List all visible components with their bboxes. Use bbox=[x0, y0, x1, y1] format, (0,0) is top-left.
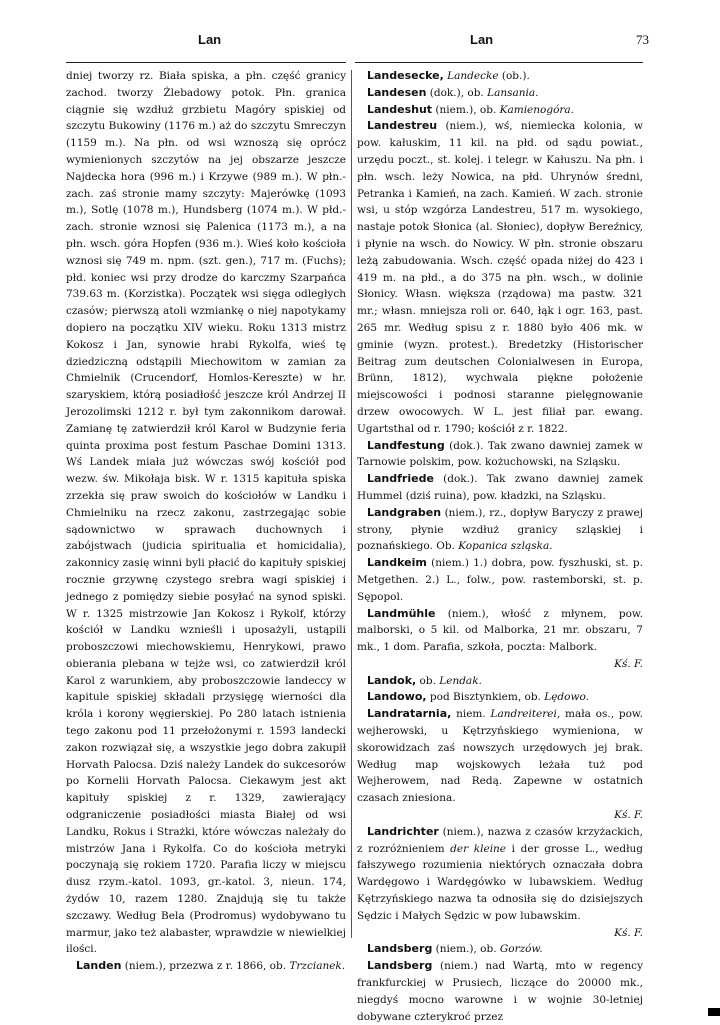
right-column bbox=[357, 68, 643, 1025]
entry-body: (dok.). Tak zwano dawniej zamek w Tarnowie polskim, pow. kożuchowski, na Szląsku. bbox=[357, 439, 643, 469]
entry-landkeim bbox=[357, 555, 643, 605]
entry-body: (niem.), wś, niemiecka kolonia, w pow. kałuskim, 11 kil. na płd. od sądu powiat., urzędu poczt., st. kolej. i telegr. w Kałuszu. Na płn. i płn. wsch. leży Nowica, na płd. Uhrynów średni, Petranka i Kamień, na zach. Kamień. W zach. stronie wsi, u stóp wzgórza Landestreu, 517 m. wysokiego, nastaje potok Słonica (al. Słoniec), dopływ Bereźnicy, i płynie na wsch. do Nowicy. W płn. stronie obszaru leżą zabudowania. Wsch. część opada niżej do 423 i 419 m. na płd., a do 375 na płn. wsch., w dolinie Słonicy. Własn. większa (rządowa) ma pastw. 321 mr.; własn. mniejsza roli or. 640, łąk i ogr. 163, past. 265 mr. Według spisu z r. 1880 było 406 mk. w gminie (wyzn. protest.). Bredetzky (Historischer Beitrag zum deutschen Colonialwesen in Europa, Brünn, 1812), wychwala piękne położenie miejscowości i podnosi staranne pielęgnowanie drzew owocowych. W L. jest filiał par. ewang. Ugartsthal od r. 1790; kościół z r. 1822. bbox=[357, 120, 643, 435]
entry-crossref: der kleine bbox=[450, 842, 507, 855]
entry-body: (niem.), przezwa z r. 1866, ob. bbox=[121, 960, 290, 973]
entry-landesecke bbox=[357, 68, 643, 85]
entry-body: (niem.) 1.) dobra, pow. fyszhuski, st. p. Metgethen. 2.) L., folw., pow. rastemborski, st. p. Sępopol. bbox=[357, 557, 643, 603]
entry-crossref: Landreiterei, bbox=[490, 708, 561, 721]
entry-landok bbox=[357, 673, 643, 690]
right-running-title: Lan bbox=[470, 32, 494, 47]
entry-landen bbox=[66, 958, 346, 975]
entry-landsberg bbox=[357, 941, 643, 958]
author-signature: Kś. F. bbox=[614, 809, 643, 822]
author-signature: Kś. F. bbox=[614, 926, 643, 939]
left-header-rule bbox=[66, 62, 346, 63]
page-number: 73 bbox=[636, 32, 649, 47]
entry-body: (niem.) nad Wartą, mto w regency frankfurckiej w Prusiech, liczące do 20000 mk., niegdyś mocno warowne i w wojnie 30-letniej dobywane czterykroć przez bbox=[357, 960, 643, 1023]
entry-crossref: Lansania. bbox=[487, 86, 539, 99]
entry-body: (niem.), rz., dopływ Baryczy z prawej strony, płynie wzdłuż granicy szląskiej i poznańskiego. Ob. bbox=[357, 506, 643, 553]
entry-headword: Landkeim bbox=[367, 556, 427, 570]
entry-headword: Landesen bbox=[367, 85, 427, 99]
entry-body: mała os., pow. wejherowski, u Kętrzyńskiego wymieniona, w skorowidzach zaś nowszych urzędowych jej brak. Według map wojskowych leżała tuż pod Wejherowem, nad Redą. Zapewne w ostatnich czasach zniesiona. bbox=[357, 708, 643, 805]
entry-headword: Landratarnia, bbox=[367, 707, 452, 721]
entry-body: (dok.), ob. bbox=[426, 86, 488, 99]
entry-crossref: Lendak. bbox=[439, 674, 482, 687]
entry-body: dniej tworzy rz. Biała spiska, a płn. część granicy zachod. tworzy Żlebadowy potok. Płn. granica ciągnie się wzdłuż grzbietu Magóry spiskiej od szczytu Bukowiny (1176 m.) aż do szczytu Smreczyn (1159 m.). Na płn. od wsi wznoszą się oprócz wymienionych szczytów na jej obszarze jeszcze Najdecka hora (996 m.) i Krzywe (989 m.). W płn.-zach. zaś stronie mamy szczyty: Majerówkę (1093 m.), Sotlę (1078 m.), Hundsberg (1074 m.). W płd.-zach. stronie wznosi się Palenica (1173 m.), a na płn. wsch. góra Hopfen (936 m.). Wieś koło kościoła wznosi się 749 m. npm. (szt. gen.), 717 m. (Fuchs); płd. koniec wsi przy drodze do karczmy Szarpańca 739.63 m. (Korzistka). Początek wsi sięga odległych czasów; pierwszą atoli wzmiankę o niej napotykamy dopiero na początku XIV wieku. Roku 1313 mistrz Kokosz i Jan, synowie hrabi Rykolfa, wieś tę dziedziczną odstąpili Miechowitom w zamian za Chmielnik (Crucendorf, Homlos-Kereszte) w hr. szaryskiem, którą posiadłość jeszcze król Andrzej II Jerozolimski 1212 r. był tym zakonnikom darował. Zamianę tę zatwierdził król Karol w Budzynie feria quinta proxima post festum Paschae Domini 1313. Wś Landek miała już wówczas swój kościół pod wezw. św. Mikołaja bisk. W r. 1315 kapituła spiska zrzekła się praw swoich do kościołów w Landku i Chmielniku na rzecz zakonu, zastrzegając sobie sądownictwo w sprawach duchownych i zabójstwach (judicia spiritualia et homicidalia), zakonnicy zasię winni byli płacić do kapituły spiskiej rocznie grzywnę czystego srebra wagi spiskiej i jednego z pomiędzy siebie posyłać na synod spiski. W r. 1325 mistrzowie Jan Kokosz i Rykolf, którzy kościół w Landku wznieśli i uposażyli, ustąpili proboszczowi miechowskiemu, Henrykowi, prawo obierania plebana w tejże wsi, co zatwierdził król Karol z warunkiem, aby proboszczowie landeccy w kapitule spiskiej składali przysięgę wierności dla króla i korony węgierskiej. Po 280 latach istnienia tego zakonu pod 11 przełożonymi r. 1593 landecki zakon rozwiązał się, a wszystkie jego dobra zakupił Horvath Palocsa. Dziś należy Landek do sukcesorów po Kornelii Horvath Palocsa. Ciekawym jest akt kapituły spiskiej z r. 1329, zawierający odgraniczenie posiadłości miasta Białej od wsi Landku, Rokus i Strażki, które wówczas należały do mistrzów Jana i Rykolfa. Co do kościoła metrykі poczynają się rokiem 1720. Parafia liczy w miejscu dusz rzym.-katol. 1093, gr.-katol. 3, nieun. 174, żydów 10, razem 1280. Znajdują się tu także szczawy. Według Bela (Prodromus) wydobywano tu marmur, jako też alabaster, wprawdzie w niewielkiej ilości. bbox=[66, 70, 346, 956]
entry-landsberg bbox=[357, 958, 643, 1025]
entry-body: (dok.). Tak zwano dawniej zamek Hummel (dziś ruina), pow. kładzki, na Szląsku. bbox=[357, 473, 643, 502]
entry-headword: Landen bbox=[76, 959, 122, 973]
entry-body: (niem.), ob. bbox=[432, 943, 500, 956]
column-divider bbox=[351, 70, 352, 938]
entry-body: (ob.). bbox=[498, 70, 530, 82]
entry-landfriede bbox=[357, 471, 643, 505]
left-column bbox=[66, 68, 346, 975]
left-running-title: Lan bbox=[198, 32, 222, 47]
entry-landgraben bbox=[357, 505, 643, 555]
entry-body: (niem.), włość z młynem, pow. malborski, o 5 kil. od Malborka, 21 mr. obszaru, 7 mk., 1 dom. Parafia, szkoła, poczta: Malbork. bbox=[357, 607, 643, 654]
entry-landratarnia bbox=[357, 706, 643, 824]
right-header-rule bbox=[355, 62, 643, 63]
entry-headword: Landfestung bbox=[367, 438, 445, 452]
entry-landrichter bbox=[357, 824, 643, 942]
entry-body: pod Bisztynkiem, ob. bbox=[426, 691, 545, 704]
entry-crossref: Landecke bbox=[447, 70, 499, 82]
landek-continuation-text bbox=[66, 68, 346, 958]
entry-landeshut bbox=[357, 102, 643, 119]
crop-mark bbox=[708, 1008, 720, 1016]
entry-body: (niem.), ob. bbox=[432, 103, 500, 116]
entry-headword: Landfriede bbox=[367, 472, 434, 486]
entry-headword: Landesecke, bbox=[367, 69, 444, 82]
entry-crossref: Gorzów. bbox=[499, 943, 543, 956]
author-signature: Kś. F. bbox=[614, 657, 643, 670]
entry-landowo bbox=[357, 689, 643, 706]
page-header bbox=[0, 32, 720, 52]
entry-body: i der grosse L., według fałszywego rozumienia niektórych oznaczała dobra Wardęgowo i Wardęgówko w lubawskiem. Według Kętrzyńskiego nazwa ta odnosiła się do dzisiejszych Sędzic i Małych Sędzic w pow lubawskim. bbox=[357, 842, 643, 922]
entry-body: ob. bbox=[416, 674, 440, 687]
entry-headword: Landsberg bbox=[367, 959, 433, 973]
entry-headword: Landgraben bbox=[367, 505, 442, 519]
entry-crossref: Trzcianek. bbox=[289, 960, 346, 973]
entry-crossref: Kopanica szląska. bbox=[458, 540, 553, 553]
entry-headword: Landestreu bbox=[367, 119, 438, 133]
entry-headword: Landmühle bbox=[367, 606, 436, 620]
entry-landfestung bbox=[357, 438, 643, 472]
entry-body: niem. bbox=[451, 708, 491, 721]
entry-landmühle bbox=[357, 606, 643, 673]
entry-headword: Landowo, bbox=[367, 690, 427, 704]
entry-landesen bbox=[357, 85, 643, 102]
entry-crossref: Kamienogóra. bbox=[499, 103, 575, 116]
entry-headword: Landrichter bbox=[367, 824, 439, 838]
entry-landestreu bbox=[357, 118, 643, 437]
entry-headword: Landeshut bbox=[367, 102, 433, 116]
entry-headword: Landsberg bbox=[367, 942, 433, 956]
entry-body: (niem.), nazwa z czasów krzyżackich, z rozróżnieniem bbox=[357, 825, 643, 855]
entry-headword: Landok, bbox=[367, 673, 417, 687]
entry-crossref: Lędowo. bbox=[544, 691, 589, 704]
